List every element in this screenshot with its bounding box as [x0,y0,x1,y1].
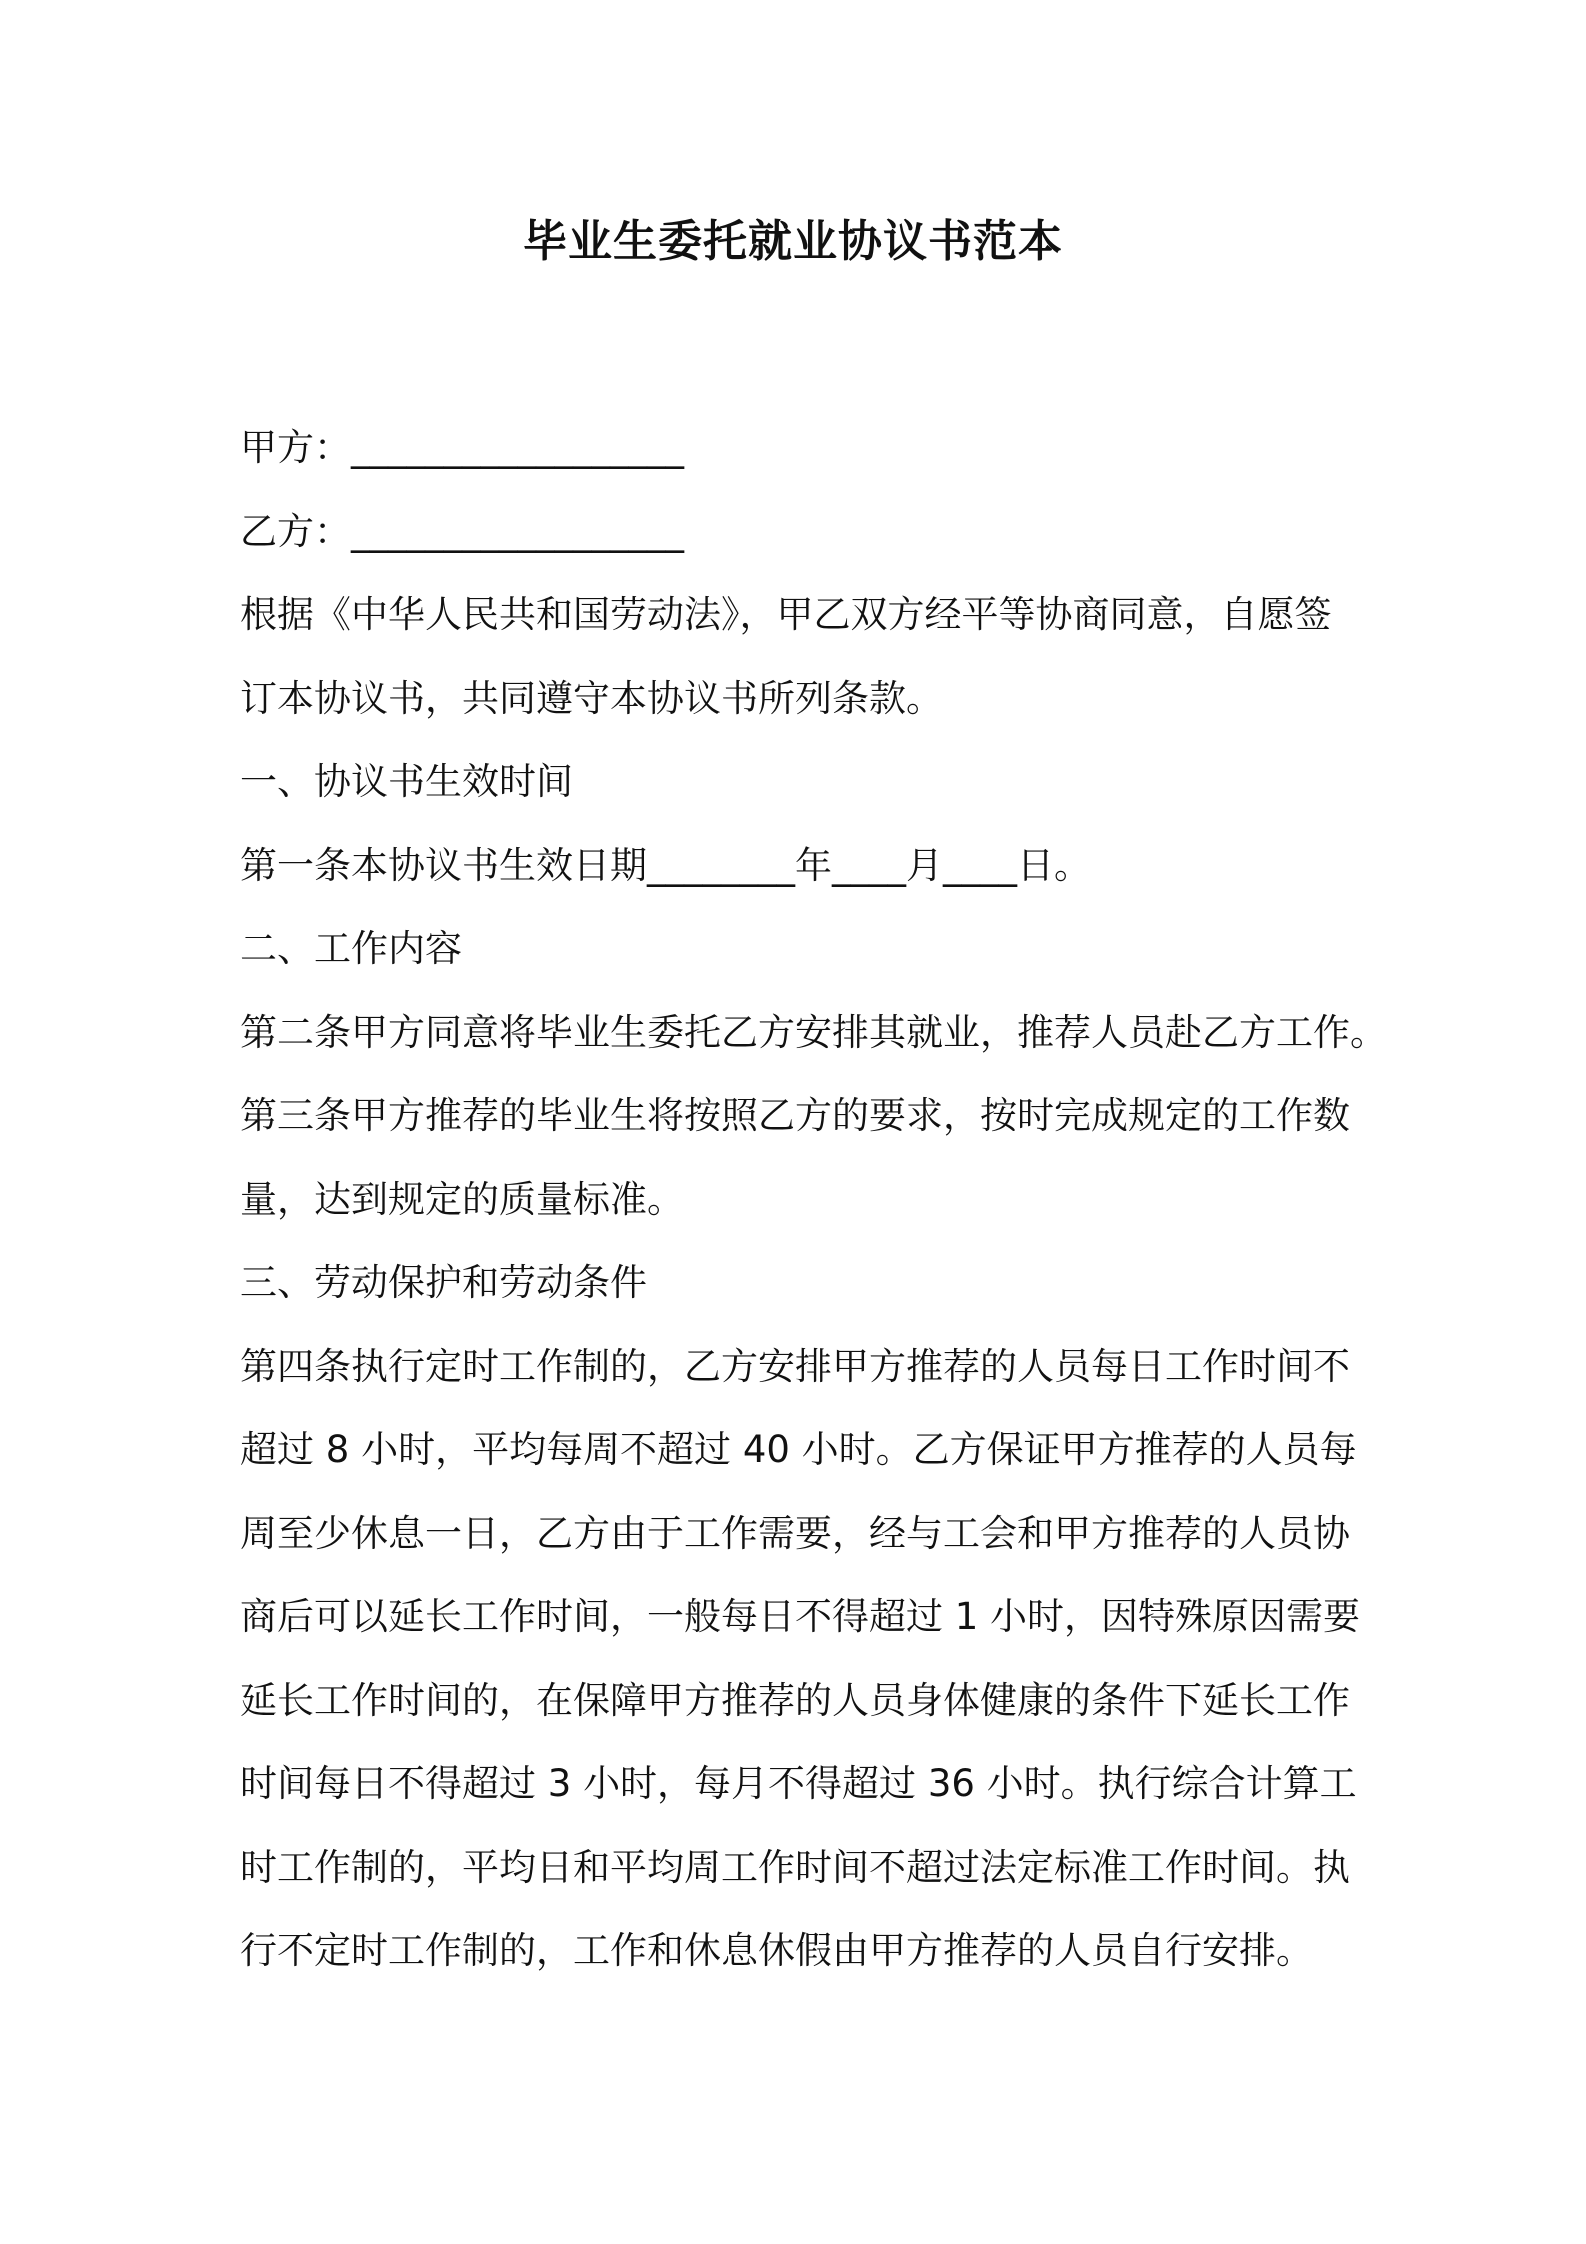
article-4-line-5: 延长工作时间的，在保障甲方推荐的人员身体健康的条件下延长工作 [240,1678,1350,1722]
section-heading-2: 二、工作内容 [240,927,462,970]
article-4-line-8: 行不定时工作制的，工作和休息休假由甲方推荐的人员自行安排。 [240,1929,1313,1972]
article-4-line-2: 超过 8 小时，平均每周不超过 40 小时。乙方保证甲方推荐的人员每 [240,1428,1357,1471]
article-4-line-4: 商后可以延长工作时间，一般每日不得超过 1 小时，因特殊原因需要 [240,1595,1361,1638]
article-1-line: 第一条本协议书生效日期________年____月____日。 [240,843,1091,887]
section-heading-3: 三、劳动保护和劳动条件 [240,1261,647,1304]
preamble-line-2: 订本协议书，共同遵守本协议书所列条款。 [240,676,943,720]
party-a-line: 甲方：__________________ [240,426,684,469]
article-3-line-1: 第三条甲方推荐的毕业生将按照乙方的要求，按时完成规定的工作数 [240,1094,1350,1137]
preamble-line-1: 根据《中华人民共和国劳动法》，甲乙双方经平等协商同意，自愿签 [240,593,1332,636]
article-4-line-1: 第四条执行定时工作制的，乙方安排甲方推荐的人员每日工作时间不 [240,1344,1350,1388]
party-b-line: 乙方：__________________ [240,509,684,553]
article-4-line-3: 周至少休息一日，乙方由于工作需要，经与工会和甲方推荐的人员协 [240,1511,1350,1555]
article-4-line-6: 时间每日不得超过 3 小时，每月不得超过 36 小时。执行综合计算工 [240,1762,1357,1805]
document-body [240,406,1387,1993]
article-3-line-2: 量，达到规定的质量标准。 [240,1177,684,1221]
article-2-line: 第二条甲方同意将毕业生委托乙方安排其就业，推荐人员赴乙方工作。 [240,1010,1387,1054]
document-title: 毕业生委托就业协议书范本 [523,216,1063,267]
section-heading-1: 一、协议书生效时间 [240,760,573,803]
article-4-line-7: 时工作制的，平均日和平均周工作时间不超过法定标准工作时间。执 [240,1845,1350,1889]
